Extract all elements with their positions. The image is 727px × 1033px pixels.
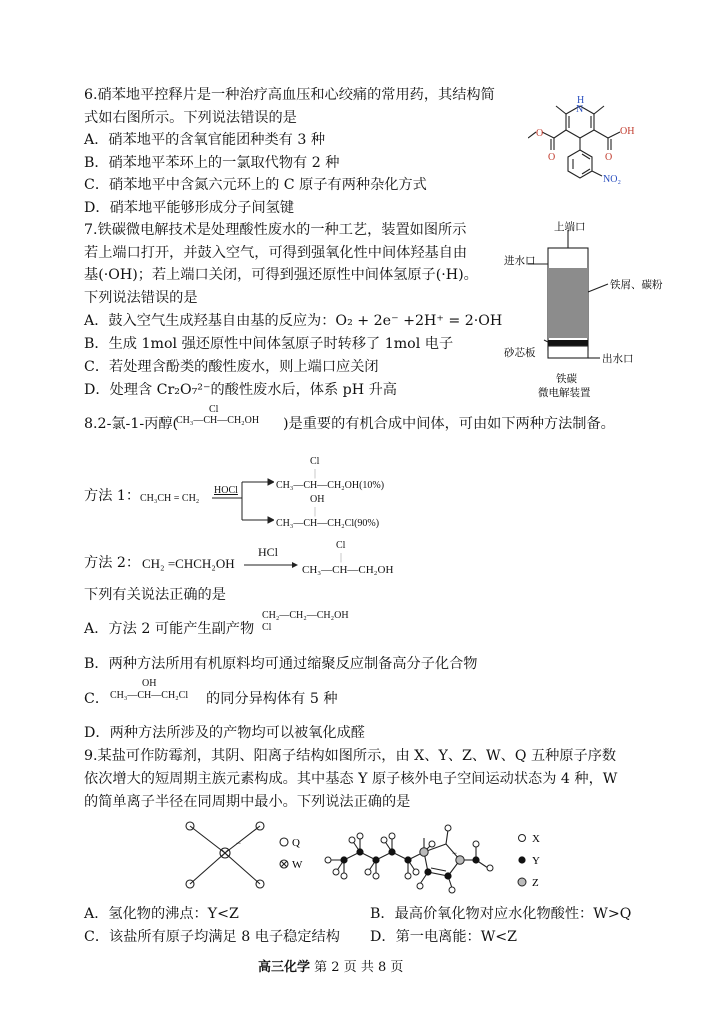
m1-reactant: CH₃CH = CH₂ bbox=[140, 493, 200, 504]
m2-product-chain: CH₃—CH—CH₂OH bbox=[302, 564, 394, 576]
q7-option-c: C．若处理含酚类的酸性废水，则上端口应关闭 bbox=[84, 359, 379, 375]
q9-stem-line3: 的简单离子半径在同周期中最小。下列说法正确的是 bbox=[84, 794, 411, 810]
sand-core-plate bbox=[548, 340, 588, 346]
q8-option-c-molecule bbox=[110, 678, 188, 702]
q6-stem-line1: 6.硝苯地平控释片是一种治疗高血压和心绞痛的常用药，其结构简 bbox=[84, 87, 495, 103]
q8-option-a-molecule bbox=[262, 610, 349, 634]
device-caption-2: 微电解装置 bbox=[538, 388, 591, 399]
cation-charge: − bbox=[452, 848, 458, 858]
q8-stem-pre: 8.2-氯-1-丙醇( bbox=[84, 416, 179, 432]
nifedipine-structure bbox=[528, 92, 658, 204]
m2-reactant: CH₂ =CHCH₂OH bbox=[142, 556, 235, 571]
carbonyl-o-right: O bbox=[605, 152, 613, 163]
q8-option-d: D．两种方法所涉及的产物均可以被氧化成醛 bbox=[84, 725, 365, 741]
outlet-label: 出水口 bbox=[602, 354, 634, 365]
m2-product-substituent: Cl bbox=[336, 540, 346, 551]
q9-option-a: A．氢化物的沸点：Y<Z bbox=[84, 906, 239, 922]
title-mol-substituent: Cl bbox=[209, 404, 219, 415]
plate-label: 砂芯板 bbox=[504, 348, 536, 359]
legend-q: Q bbox=[292, 837, 300, 849]
legend-w: W bbox=[292, 859, 303, 871]
q9-option-d: D．第一电离能：W<Z bbox=[370, 929, 518, 945]
q9-option-b: B．最高价氧化物对应水化物酸性：W>Q bbox=[370, 906, 632, 922]
legend-z: Z bbox=[532, 877, 539, 889]
footer-subject: 高三化学 bbox=[258, 960, 311, 975]
anion-structure bbox=[176, 812, 316, 896]
carbonyl-o-left: O bbox=[548, 152, 556, 163]
m1-p2-chain: CH₃—CH—CH₂Cl(90%) bbox=[276, 518, 380, 529]
q8-option-b: B．两种方法所用有机原料均可通过缩聚反应制备高分子化合物 bbox=[84, 656, 478, 672]
method1-branch-arrows bbox=[212, 476, 274, 526]
nh-n-label: N bbox=[576, 104, 584, 115]
q8-stem-post: )是重要的有机合成中间体，可由如下两种方法制备。 bbox=[283, 416, 615, 432]
method2-arrow bbox=[244, 560, 298, 570]
q7-stem-line1: 7.铁碳微电解技术是处理酸性废水的一种工艺，装置如图所示 bbox=[84, 222, 467, 238]
micro-electrolysis-device bbox=[500, 220, 670, 402]
q6-option-a: A．硝苯地平的含氧官能团种类有 3 种 bbox=[84, 132, 326, 148]
q8-option-c-prefix: C． bbox=[84, 691, 110, 707]
method1-label: 方法 1： bbox=[84, 488, 141, 504]
inlet-label: 进水口 bbox=[504, 256, 536, 267]
m1-product2: OH | CH₃—CH—CH₂Cl(90%) bbox=[276, 494, 380, 529]
q9-stem-line2: 依次增大的短周期主族元素构成。其中基态 Y 原子核外电子空间运动状态为 4 种，W bbox=[84, 771, 618, 787]
m2-product: Cl | CH₃—CH—CH₂OH bbox=[302, 540, 394, 576]
q8-title-molecule bbox=[176, 405, 259, 427]
q8-prompt: 下列有关说法正确的是 bbox=[84, 587, 226, 603]
q6-option-c: C．硝苯地平中含氮六元环上的 C 原子有两种杂化方式 bbox=[84, 177, 427, 193]
nh-h-label: H bbox=[577, 95, 585, 106]
q8-option-c-suffix: 的同分异构体有 5 种 bbox=[206, 691, 338, 707]
q9-option-c: C．该盐所有原子均满足 8 电子稳定结构 bbox=[84, 929, 340, 945]
q7-stem-line3: 基(·OH)；若上端口关闭，可得到强还原性中间体氢原子(·H)。 bbox=[84, 267, 478, 283]
m1-p1-chain: CH₃—CH—CH₂OH(10%) bbox=[276, 480, 385, 491]
q8-option-a: A．方法 2 可能产生副产物 bbox=[84, 621, 255, 637]
footer-page: 第 2 页 共 8 页 bbox=[314, 960, 404, 975]
ester-o-label: O bbox=[536, 128, 544, 139]
q6-option-d: D．硝苯地平能够形成分子间氢键 bbox=[84, 200, 295, 216]
a-mol-chain: CH₂—CH₂—CH₂OH bbox=[262, 610, 349, 621]
legend-x: X bbox=[532, 833, 540, 845]
q7-stem-line4: 下列说法错误的是 bbox=[84, 290, 198, 306]
q7-option-d: D．处理含 Cr₂O₇²⁻的酸性废水后，体系 pH 升高 bbox=[84, 382, 397, 398]
oh-label: OH bbox=[620, 126, 635, 137]
page-footer bbox=[258, 956, 403, 975]
m1-p1-substituent: Cl bbox=[310, 456, 320, 467]
iron-carbon-fill bbox=[548, 268, 588, 338]
no2-label: NO₂ bbox=[603, 174, 621, 185]
q7-option-a: A．鼓入空气生成羟基自由基的反应为：O₂ + 2e⁻ +2H⁺ = 2·OH bbox=[84, 313, 503, 329]
a-mol-substituent: Cl bbox=[262, 622, 272, 633]
c-mol-substituent: OH bbox=[142, 678, 157, 689]
m1-reagent: HOCl bbox=[214, 485, 238, 496]
fill-label: 铁屑、碳粉 bbox=[610, 280, 663, 291]
q7-stem-line2: 若上端口打开，并鼓入空气，可得到强氧化性中间体羟基自由 bbox=[84, 245, 468, 261]
q6-option-b: B．硝苯地平苯环上的一氯取代物有 2 种 bbox=[84, 155, 340, 171]
method2-label: 方法 2： bbox=[84, 555, 141, 571]
m2-reagent: HCl bbox=[258, 545, 279, 559]
top-port-label: 上端口 bbox=[554, 222, 586, 233]
device-caption-1: 铁碳 bbox=[556, 374, 577, 385]
q6-stem-line2: 式如右图所示。下列说法错误的是 bbox=[84, 110, 297, 126]
anion-charge: − bbox=[236, 838, 242, 848]
q7-option-b: B．生成 1mol 强还原性中间体氢原子时转移了 1mol 电子 bbox=[84, 336, 454, 352]
cation-structure bbox=[322, 816, 558, 898]
m1-p2-substituent: OH bbox=[310, 494, 325, 505]
q9-stem-line1: 9.某盐可作防霉剂，其阴、阳离子结构如图所示，由 X、Y、Z、W、Q 五种原子序数 bbox=[84, 748, 617, 764]
c-mol-chain: CH₃—CH—CH₂Cl bbox=[110, 690, 189, 701]
m1-product1: Cl | CH₃—CH—CH₂OH(10%) bbox=[276, 456, 385, 491]
title-mol-chain: CH₃—CH—CH₂OH bbox=[176, 415, 260, 426]
legend-y: Y bbox=[532, 855, 540, 867]
